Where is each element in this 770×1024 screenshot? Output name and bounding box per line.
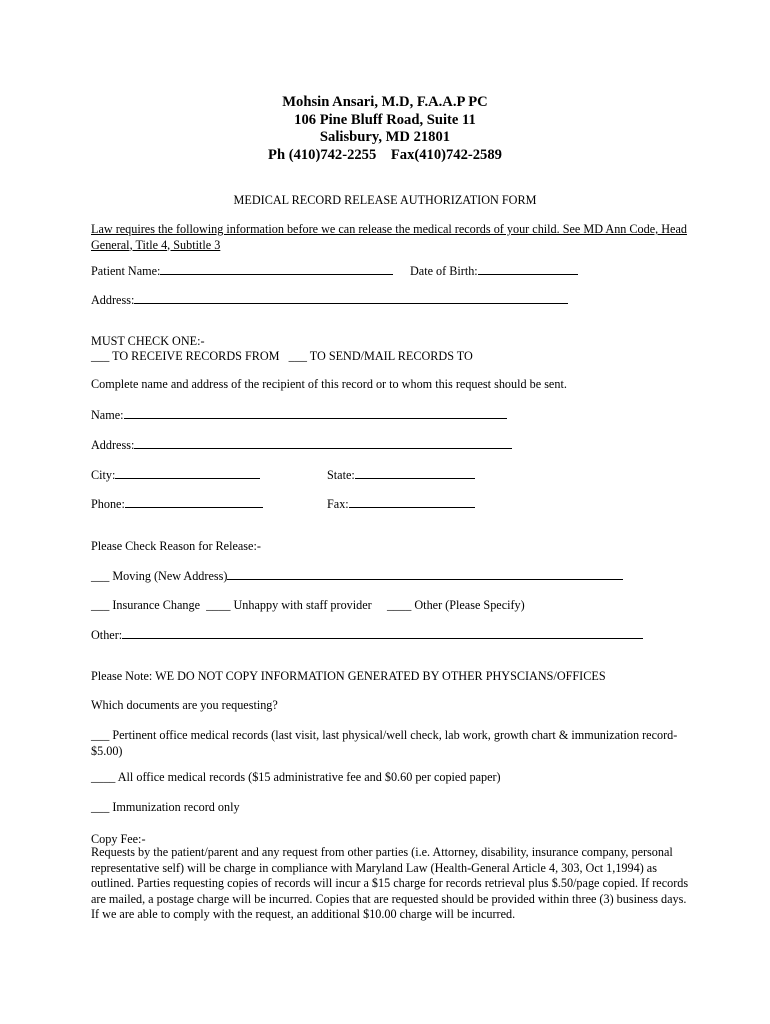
reason-options-row [91,598,525,613]
reason-other-specify[interactable]: ____ Other (Please Specify) [386,598,525,612]
receive-option-label: TO RECEIVE RECORDS FROM [112,349,280,363]
phone-label: Phone: [91,497,125,511]
city-label: City: [91,468,116,482]
must-check-title: MUST CHECK ONE:- [91,334,205,348]
documents-question: Which documents are you requesting? [91,698,278,712]
practice-phone: Ph (410)742-2255 [268,146,377,163]
practice-contact [0,147,770,165]
dob-label: Date of Birth: [410,264,478,278]
send-option-label: TO SEND/MAIL RECORDS TO [309,349,473,363]
practice-header [0,94,770,164]
fax-field[interactable] [349,496,475,508]
dob-row [410,263,578,279]
reason-title: Please Check Reason for Release:- [91,539,261,553]
fax-row [327,496,475,512]
state-row [327,467,475,483]
recipient-name-label: Name: [91,408,124,422]
practice-fax: Fax(410)742-2589 [390,146,502,163]
patient-name-field[interactable] [160,263,393,275]
receive-checkbox[interactable]: ___ [91,349,110,363]
recipient-note: Complete name and address of the recipient of this record or to whom this request should be sent. [91,377,567,391]
phone-field[interactable] [125,496,263,508]
patient-address-label: Address: [91,293,135,307]
doc-pertinent-option[interactable]: ___ Pertinent office medical records (last visit, last physical/well check, lab work, growth chart & immunization record- $5.00) [91,728,678,758]
recipient-address-label: Address: [91,438,135,452]
practice-street: 106 Pine Bluff Road, Suite 11 [294,111,476,128]
practice-city: Salisbury, MD 21801 [319,129,451,145]
other-label: Other: [91,628,123,642]
practice-name: Mohsin Ansari, M.D, F.A.A.P PC [282,94,488,110]
fax-label: Fax: [327,497,349,511]
state-label: State: [327,468,355,482]
state-field[interactable] [355,467,475,479]
reason-insurance[interactable]: ___ Insurance Change [91,598,200,612]
reason-unhappy[interactable]: ____ Unhappy with staff provider [206,598,372,612]
please-note: Please Note: WE DO NOT COPY INFORMATION GENERATED BY OTHER PHYSCIANS/OFFICES [91,669,606,683]
patient-name-row [91,263,393,279]
patient-address-row [91,292,568,308]
recipient-address-row [91,437,512,453]
send-checkbox[interactable]: ___ [288,349,307,363]
other-row [91,627,643,643]
patient-address-field[interactable] [134,292,568,304]
recipient-name-row [91,407,507,423]
doc-immunization-option[interactable]: ___ Immunization record only [91,800,240,814]
copy-fee-body: Requests by the patient/parent and any request from other parties (i.e. Attorney, disability, insurance company, personal representative self) will be charge in compliance with Maryland Law (Health-General Article 4, 303, Oct 1,1994) as outlined. Parties requesting copies of records will incur a $15 charge for records retrieval plus $.50/page copied. If records are mailed, a postage charge will be incurred. Copies that are requested should be provided within three (3) business days. If we are able to comply with the request, an additional $10.00 charge will be incurred. [91,845,689,921]
phone-row [91,496,263,512]
doc-all-option[interactable]: ____ All office medical records ($15 administrative fee and $0.60 per copied paper) [91,770,501,784]
new-address-field[interactable] [227,568,623,580]
city-field[interactable] [115,467,260,479]
other-field[interactable] [122,627,643,639]
law-note: Law requires the following information before we can release the medical records of your child. See MD Ann Code, Head General, Title 4, Subtitle 3 [91,222,687,252]
form-title: MEDICAL RECORD RELEASE AUTHORIZATION FORM [233,193,537,207]
city-row [91,467,260,483]
recipient-name-field[interactable] [124,407,507,419]
reason-moving-row [91,568,623,584]
patient-name-label: Patient Name: [91,264,161,278]
recipient-address-field[interactable] [134,437,512,449]
copy-fee-title: Copy Fee:- [91,832,146,846]
reason-moving[interactable]: ___ Moving (New Address) [91,569,228,583]
dob-field[interactable] [478,263,578,275]
must-check-options [91,349,473,364]
